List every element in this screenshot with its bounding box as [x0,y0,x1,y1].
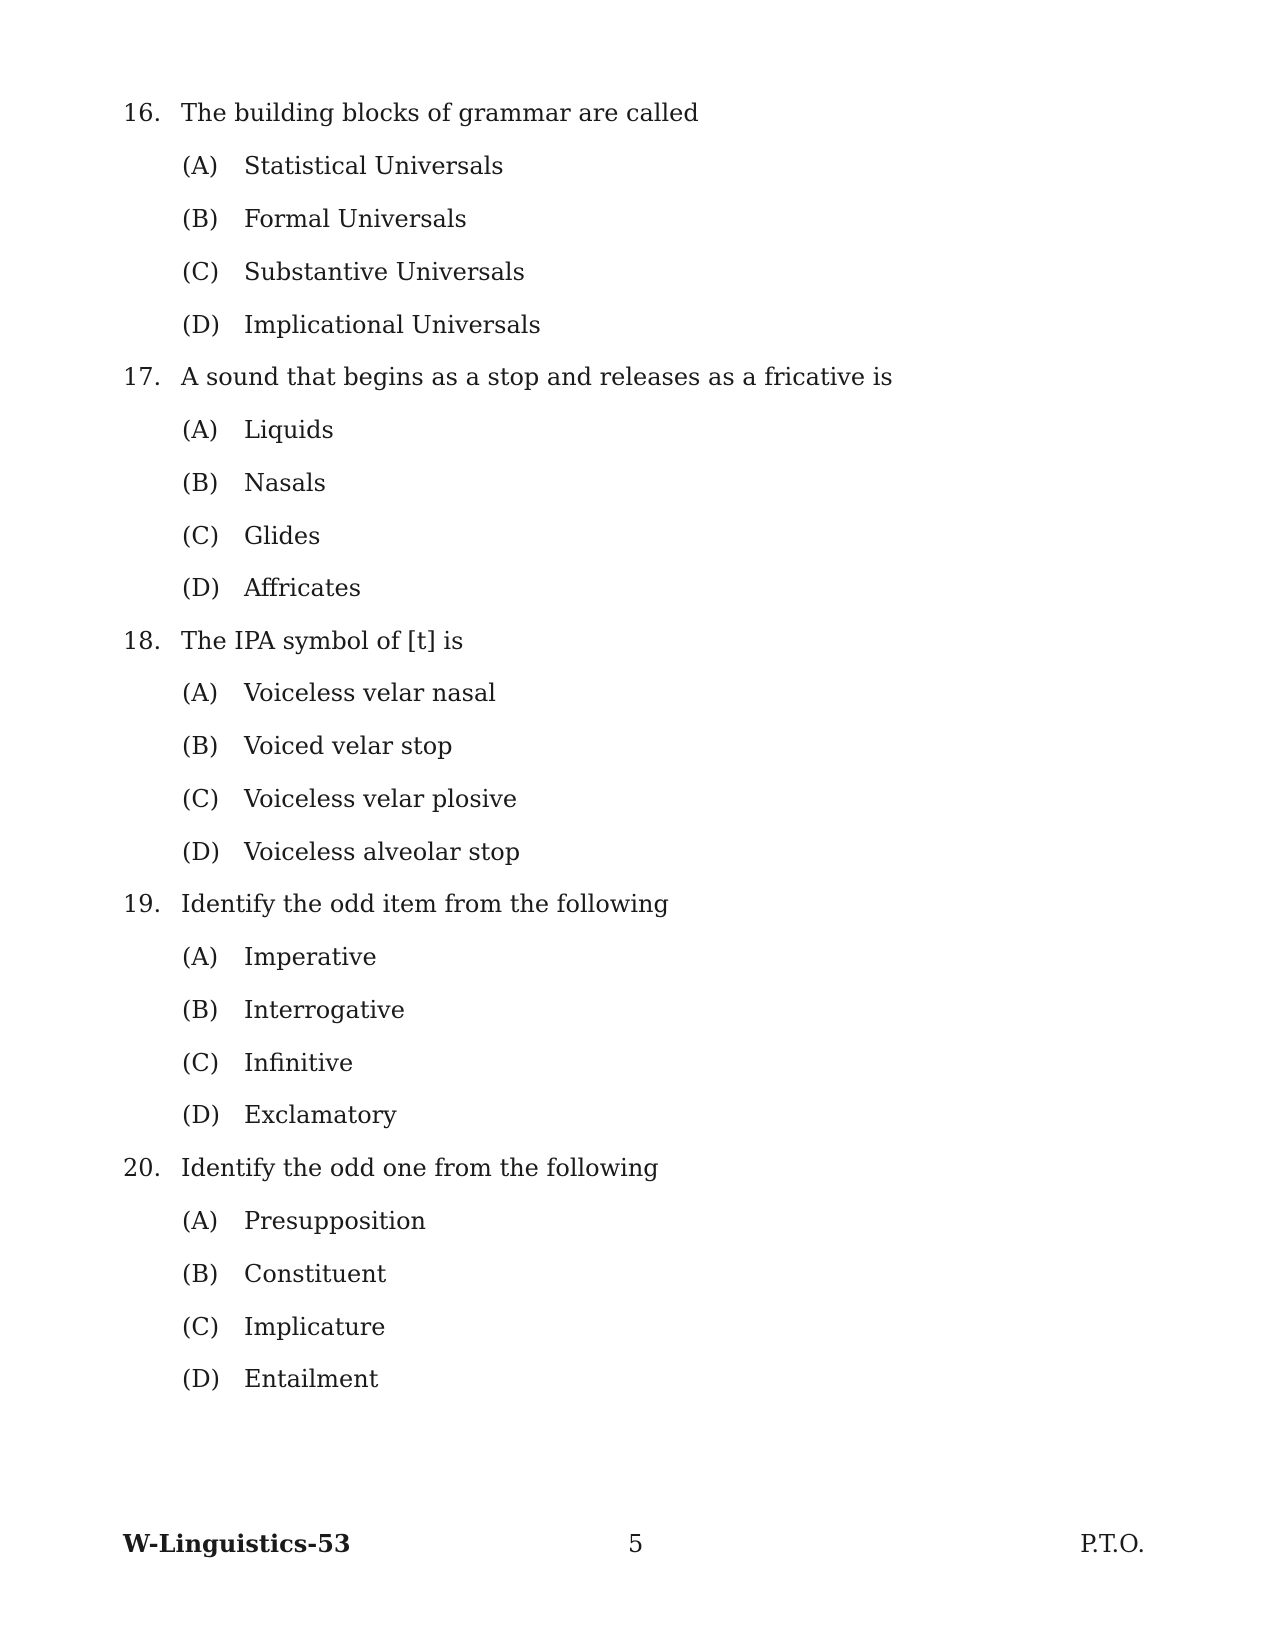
question-20 [123,1152,659,1184]
option-17c [182,520,320,552]
question-16 [123,97,699,129]
option-letter: (D) [182,838,220,866]
option-text: Constituent [244,1260,387,1288]
option-18d [182,836,520,868]
option-text: Statistical Universals [244,152,504,180]
option-text: Entailment [244,1365,379,1393]
option-text: Substantive Universals [244,258,525,286]
option-text: Imperative [244,943,377,971]
question-text: A sound that begins as a stop and releases as a fricative is [181,363,893,391]
option-letter: (C) [182,258,220,286]
option-16d [182,309,541,341]
question-number: 18. [123,627,162,655]
question-number: 20. [123,1154,162,1182]
option-text: Voiceless alveolar stop [244,838,521,866]
question-number: 17. [123,363,162,391]
option-text: Voiceless velar nasal [244,679,496,707]
option-letter: (A) [182,152,219,180]
option-letter: (B) [182,996,219,1024]
option-letter: (B) [182,1260,219,1288]
question-number: 19. [123,890,162,918]
option-letter: (C) [182,522,220,550]
option-letter: (B) [182,205,219,233]
option-letter: (D) [182,311,220,339]
option-letter: (D) [182,1365,220,1393]
question-text: The building blocks of grammar are called [181,99,699,127]
option-16b [182,203,467,235]
option-letter: (A) [182,1207,219,1235]
paper-code: W-Linguistics-53 [123,1529,351,1558]
option-20d [182,1363,378,1395]
option-text: Glides [244,522,321,550]
option-letter: (A) [182,416,219,444]
pto-label: P.T.O. [1080,1530,1145,1558]
option-text: Nasals [244,469,326,497]
option-18b [182,730,453,762]
option-text: Affricates [244,574,362,602]
page-footer [0,1527,1275,1561]
option-letter: (B) [182,732,219,760]
option-letter: (D) [182,574,220,602]
option-text: Voiced velar stop [244,732,453,760]
option-19b [182,994,405,1026]
option-20a [182,1205,426,1237]
option-19a [182,941,377,973]
option-text: Implicature [244,1313,386,1341]
option-18a [182,677,496,709]
option-text: Liquids [244,416,334,444]
option-19d [182,1099,397,1131]
option-letter: (C) [182,1049,220,1077]
page-number: 5 [628,1530,644,1558]
option-text: Infinitive [244,1049,354,1077]
question-text: Identify the odd one from the following [181,1154,659,1182]
option-letter: (C) [182,785,220,813]
option-18c [182,783,517,815]
option-text: Voiceless velar plosive [244,785,518,813]
option-letter: (A) [182,943,219,971]
question-17 [123,361,893,393]
option-letter: (A) [182,679,219,707]
option-letter: (D) [182,1101,220,1129]
question-18 [123,625,463,657]
option-text: Interrogative [244,996,405,1024]
option-text: Presupposition [244,1207,426,1235]
question-19 [123,888,669,920]
option-19c [182,1047,353,1079]
question-text: Identify the odd item from the following [181,890,669,918]
option-20c [182,1311,385,1343]
option-letter: (B) [182,469,219,497]
option-text: Exclamatory [244,1101,397,1129]
option-letter: (C) [182,1313,220,1341]
option-17b [182,467,326,499]
option-17d [182,572,361,604]
option-20b [182,1258,386,1290]
option-text: Formal Universals [244,205,467,233]
question-number: 16. [123,99,162,127]
option-17a [182,414,334,446]
option-16c [182,256,525,288]
option-16a [182,150,504,182]
question-text: The IPA symbol of [t] is [181,627,464,655]
option-text: Implicational Universals [244,311,541,339]
